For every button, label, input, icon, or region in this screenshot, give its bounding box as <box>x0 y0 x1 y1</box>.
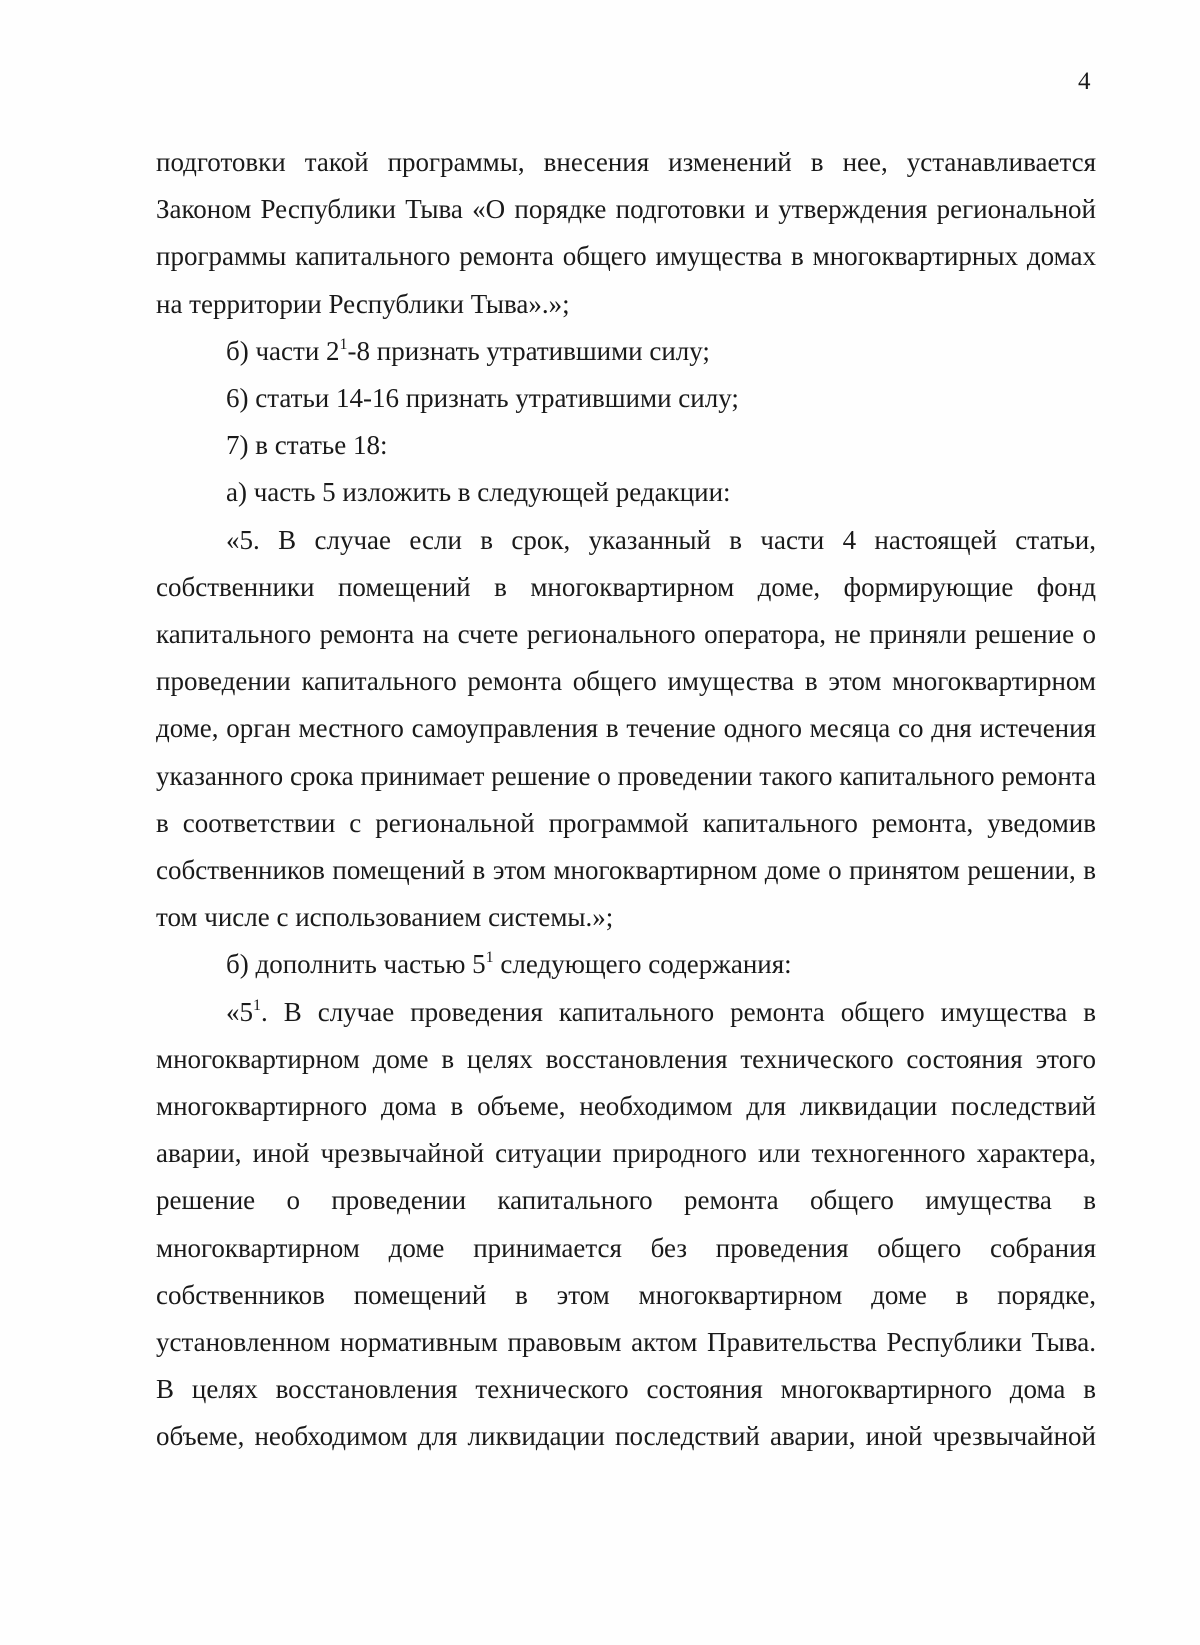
text-segment: . В случае проведения капитального ремонта общего имущества в многоквартирном доме в целях восстановления технического состояния этого многоквартирного дома в объеме, необходимом для ликвидации последствий аварии, иной чрезвычайной ситуации природного или техногенного характера, решение о проведении капитального ремонта общего имущества в многоквартирном доме принимается без проведения общего собрания собственников помещений в этом многоквартирном доме в порядке, установленном нормативным правовым актом Правительства Республики Тыва. В целях восстановления технического состояния многоквартирного дома в объеме, необходимом для ликвидации последствий аварии, иной чрезвычайной <box>156 996 1096 1452</box>
text-segment: -8 признать утратившими силу; <box>347 335 710 366</box>
text-segment: «5 <box>226 996 253 1027</box>
document-body <box>156 139 1096 1461</box>
paragraph-item-6: 6) статьи 14-16 признать утратившими силу; <box>226 383 739 414</box>
superscript: 1 <box>253 996 261 1014</box>
paragraph-item-b-add <box>156 941 1096 988</box>
text-segment: б) дополнить частью 5 <box>226 949 486 980</box>
text-segment: следующего содержания: <box>493 949 792 980</box>
paragraph-part-5: «5. В случае если в срок, указанный в части 4 настоящей статьи, собственники помещений в многоквартирном доме, формирующие фонд капитального ремонта на счете регионального оператора, не приняли решение о проведении капитального ремонта общего имущества в этом многоквартирном доме, орган местного самоуправления в течение одного месяца со дня истечения указанного срока принимает решение о проведении такого капитального ремонта в соответствии с региональной программой капитального ремонта, уведомив собственников помещений в этом многоквартирном доме о принятом решении, в том числе с использованием системы.»; <box>156 524 1096 933</box>
superscript: 1 <box>339 335 348 353</box>
paragraph-item-7: 7) в статье 18: <box>226 430 388 461</box>
text-segment: б) части 2 <box>226 335 340 366</box>
superscript: 1 <box>485 949 494 967</box>
paragraph-part-5-1 <box>156 989 1096 1461</box>
paragraph-item-a: а) часть 5 изложить в следующей редакции: <box>226 477 731 508</box>
paragraph-continuation: подготовки такой программы, внесения изменений в нее, устанавливается Законом Республики Тыва «О порядке подготовки и утверждения региональной программы капитального ремонта общего имущества в многоквартирных домах на территории Республики Тыва».»; <box>156 147 1096 319</box>
page-number: 4 <box>1078 68 1091 95</box>
paragraph-item-b-parts <box>156 328 1096 375</box>
